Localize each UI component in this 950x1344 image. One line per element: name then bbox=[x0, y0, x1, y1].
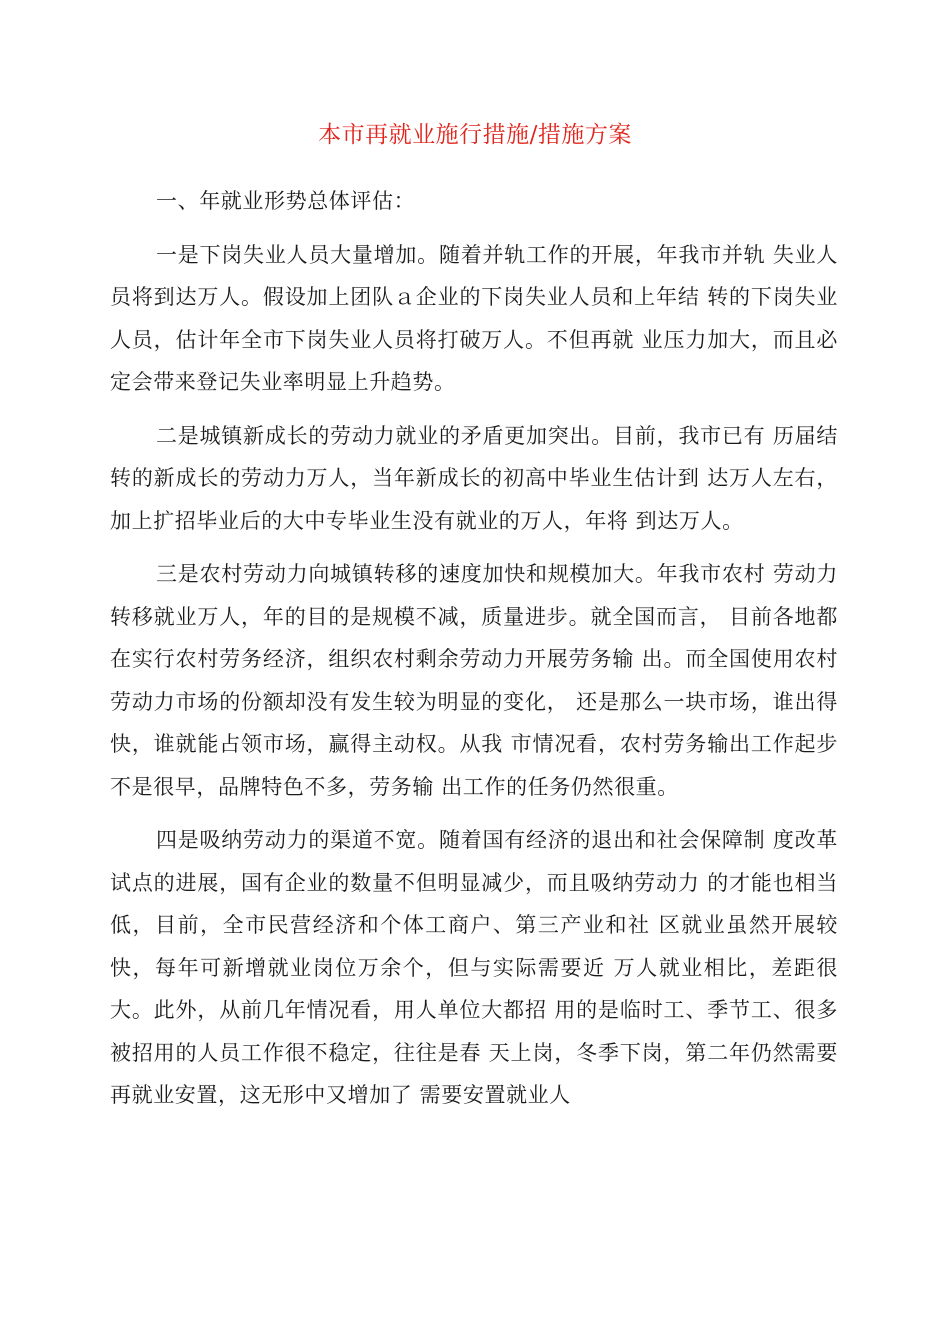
paragraph-3: 三是农村劳动力向城镇转移的速度加快和规模加大。年我市农村 劳动力转移就业万人，年的目的是规模不减，质量进步。就全国而言， 目前各地都在实行农村劳务经济，组织农村剩余劳动力开展劳务输 出。而全国使用农村劳动力市场的份额却没有发生较为明显的变化， 还是那么一块市场，谁出得快，谁就能占领市场，赢得主动权。从我 市情况看，农村劳务输出工作起步不是很早，品牌特色不多，劳务输 出工作的任务仍然很重。 bbox=[110, 562, 838, 799]
paragraph-1: 一是下岗失业人员大量增加。随着并轨工作的开展，年我市并轨 失业人员将到达万人。假设加上团队ａ企业的下岗失业人员和上年结 转的下岗失业人员，估计年全市下岗失业人员将打破万人。不但再就 业压力加大，而且必定会带来登记失业率明显上升趋势。 bbox=[110, 242, 838, 394]
document-title: 本市再就业施行措施/措施方案 bbox=[318, 122, 632, 148]
paragraph-2: 二是城镇新成长的劳动力就业的矛盾更加突出。目前，我市已有 历届结转的新成长的劳动力万人，当年新成长的初高中毕业生估计到 达万人左右，加上扩招毕业后的大中专毕业生没有就业的万人，年将 到达万人。 bbox=[110, 423, 838, 533]
paragraph-4: 四是吸纳劳动力的渠道不宽。随着国有经济的退出和社会保障制 度改革试点的进展，国有企业的数量不但明显减少，而且吸纳劳动力 的才能也相当低，目前，全市民营经济和个体工商户、第三产业和社 区就业虽然开展较快，每年可新增就业岗位万余个，但与实际需要近 万人就业相比，差距很大。此外，从前几年情况看，用人单位大都招 用的是临时工、季节工、很多被招用的人员工作很不稳定，往往是春 天上岗，冬季下岗，第二年仍然需要再就业安置，这无形中又增加了 需要安置就业人 bbox=[110, 828, 838, 1107]
section-heading: 一、年就业形势总体评估： bbox=[156, 189, 416, 213]
document-body bbox=[110, 180, 838, 1117]
